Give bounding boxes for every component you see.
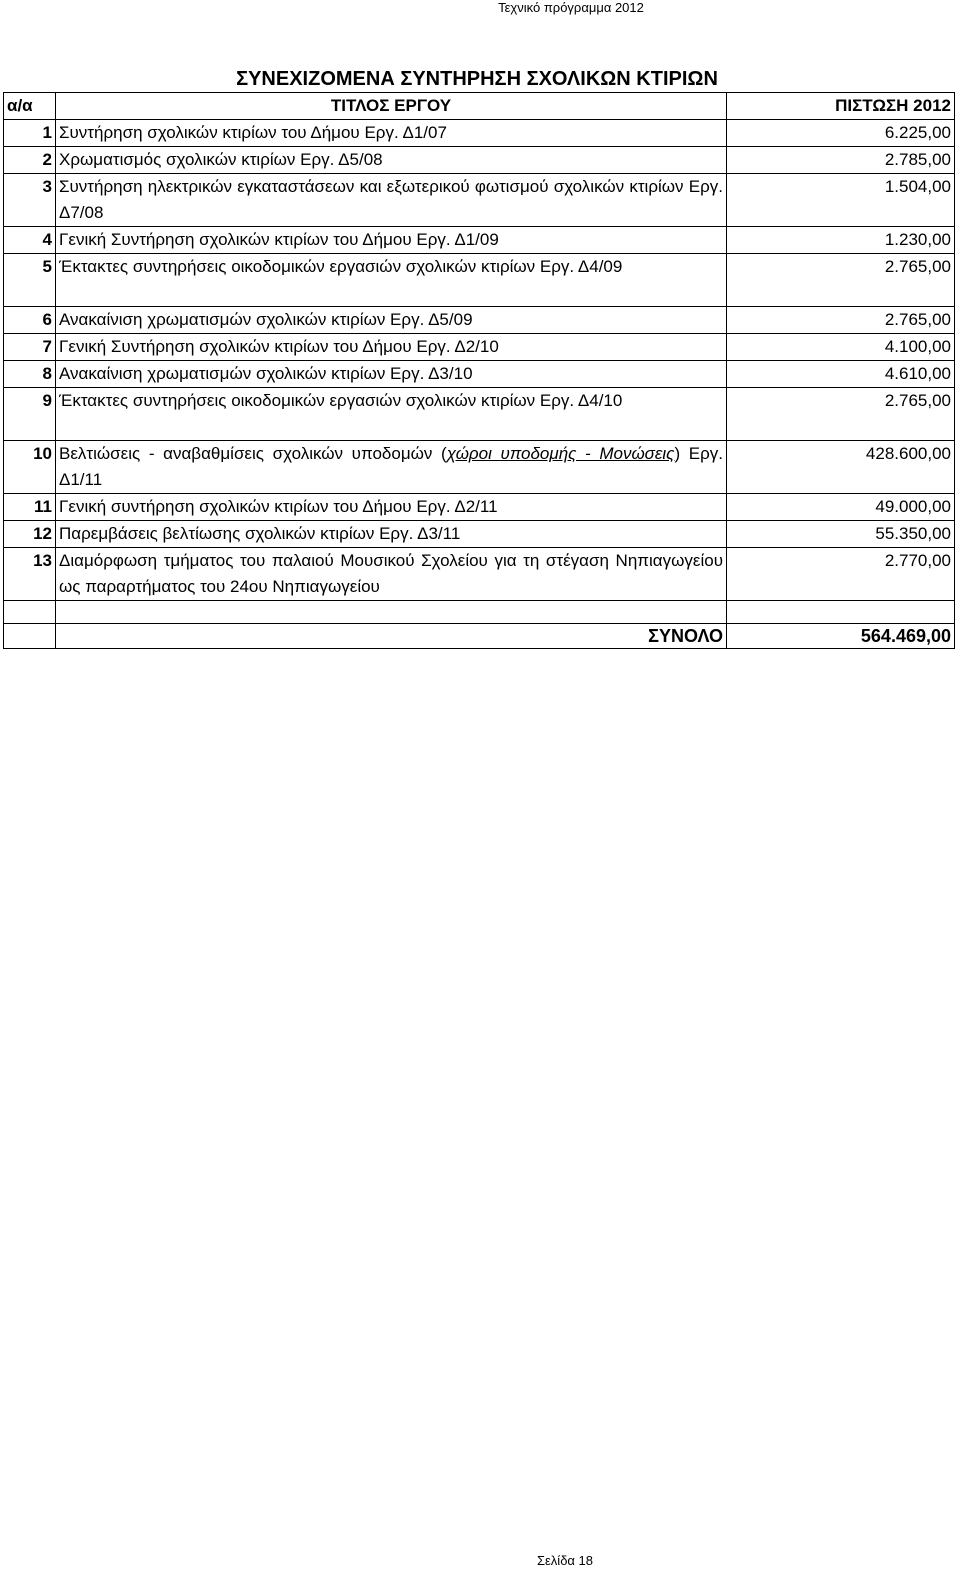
- row-amount: 1.504,00: [727, 174, 955, 227]
- row-amount: 1.230,00: [727, 227, 955, 254]
- row-title: Γενική συντήρηση σχολικών κτιρίων του Δήμου Εργ. Δ2/11: [56, 494, 727, 521]
- table-row: [4, 521, 955, 548]
- column-header-amount: ΠΙΣΤΩΣΗ 2012: [727, 93, 955, 120]
- table-header-row: [4, 93, 955, 120]
- row-number: 9: [4, 388, 56, 441]
- row-amount: 49.000,00: [727, 494, 955, 521]
- empty-row: [4, 601, 955, 624]
- row-amount: 2.770,00: [727, 548, 955, 601]
- table-row: [4, 227, 955, 254]
- empty-cell: [56, 601, 727, 624]
- table-row: [4, 388, 955, 441]
- row-number: 12: [4, 521, 56, 548]
- row-amount: 2.765,00: [727, 388, 955, 441]
- row-title: Γενική Συντήρηση σχολικών κτιρίων του Δήμου Εργ. Δ2/10: [56, 334, 727, 361]
- column-header-num: α/α: [4, 93, 56, 120]
- row-title: Διαμόρφωση τμήματος του παλαιού Μουσικού Σχολείου για τη στέγαση Νηπιαγωγείου ως παραρτήματος του 24ου Νηπιαγωγείου: [56, 548, 727, 601]
- column-header-title: ΤΙΤΛΟΣ ΕΡΓΟΥ: [56, 93, 727, 120]
- row-amount: 55.350,00: [727, 521, 955, 548]
- row-title: Έκτακτες συντηρήσεις οικοδομικών εργασιών σχολικών κτιρίων Εργ. Δ4/10: [56, 388, 727, 441]
- empty-cell: [727, 601, 955, 624]
- row-title-suffix: ) Εργ. Δ1/11: [59, 444, 723, 489]
- row-title-italic: χώροι υποδομής - Μονώσεις: [446, 444, 675, 463]
- row-title: Ανακαίνιση χρωματισμών σχολικών κτιρίων Εργ. Δ5/09: [56, 307, 727, 334]
- total-label: ΣΥΝΟΛΟ: [56, 624, 727, 649]
- row-title: Έκτακτες συντηρήσεις οικοδομικών εργασιών σχολικών κτιρίων Εργ. Δ4/09: [56, 254, 727, 307]
- row-title: Συντήρηση ηλεκτρικών εγκαταστάσεων και εξωτερικού φωτισμού σχολικών κτιρίων Εργ. Δ7/08: [56, 174, 727, 227]
- table-row: [4, 254, 955, 307]
- table-row: [4, 120, 955, 147]
- table-row: [4, 441, 955, 494]
- table-row: [4, 307, 955, 334]
- row-number: 5: [4, 254, 56, 307]
- row-amount: 2.785,00: [727, 147, 955, 174]
- row-amount: 4.100,00: [727, 334, 955, 361]
- row-amount: 428.600,00: [727, 441, 955, 494]
- row-title: Συντήρηση σχολικών κτιρίων του Δήμου Εργ. Δ1/07: [56, 120, 727, 147]
- table-row: [4, 494, 955, 521]
- row-amount: 2.765,00: [727, 307, 955, 334]
- row-number: 1: [4, 120, 56, 147]
- table-row: [4, 334, 955, 361]
- row-number: 2: [4, 147, 56, 174]
- row-number: 10: [4, 441, 56, 494]
- row-number: 8: [4, 361, 56, 388]
- table-row: [4, 361, 955, 388]
- row-number: 13: [4, 548, 56, 601]
- row-number: 6: [4, 307, 56, 334]
- row-number: 4: [4, 227, 56, 254]
- page-title: ΣΥΝΕΧΙΖΟΜΕΝΑ ΣΥΝΤΗΡΗΣΗ ΣΧΟΛΙΚΩΝ ΚΤΙΡΙΩΝ: [236, 68, 718, 90]
- row-title: [56, 441, 727, 494]
- page-header: Τεχνικό πρόγραμμα 2012: [498, 0, 644, 15]
- total-row: [4, 624, 955, 649]
- projects-table: [3, 92, 955, 649]
- table-row: [4, 548, 955, 601]
- table-row: [4, 174, 955, 227]
- row-title-prefix: Βελτιώσεις - αναβαθμίσεις σχολικών υποδομών (: [59, 444, 447, 463]
- page-footer: Σελίδα 18: [536, 1553, 594, 1568]
- row-amount: 2.765,00: [727, 254, 955, 307]
- total-amount: 564.469,00: [727, 624, 955, 649]
- row-number: 3: [4, 174, 56, 227]
- row-amount: 6.225,00: [727, 120, 955, 147]
- row-number: 7: [4, 334, 56, 361]
- row-title: Γενική Συντήρηση σχολικών κτιρίων του Δήμου Εργ. Δ1/09: [56, 227, 727, 254]
- empty-cell: [4, 624, 56, 649]
- row-title: Ανακαίνιση χρωματισμών σχολικών κτιρίων Εργ. Δ3/10: [56, 361, 727, 388]
- row-amount: 4.610,00: [727, 361, 955, 388]
- row-title: Χρωματισμός σχολικών κτιρίων Εργ. Δ5/08: [56, 147, 727, 174]
- row-number: 11: [4, 494, 56, 521]
- table-row: [4, 147, 955, 174]
- row-title: Παρεμβάσεις βελτίωσης σχολικών κτιρίων Εργ. Δ3/11: [56, 521, 727, 548]
- empty-cell: [4, 601, 56, 624]
